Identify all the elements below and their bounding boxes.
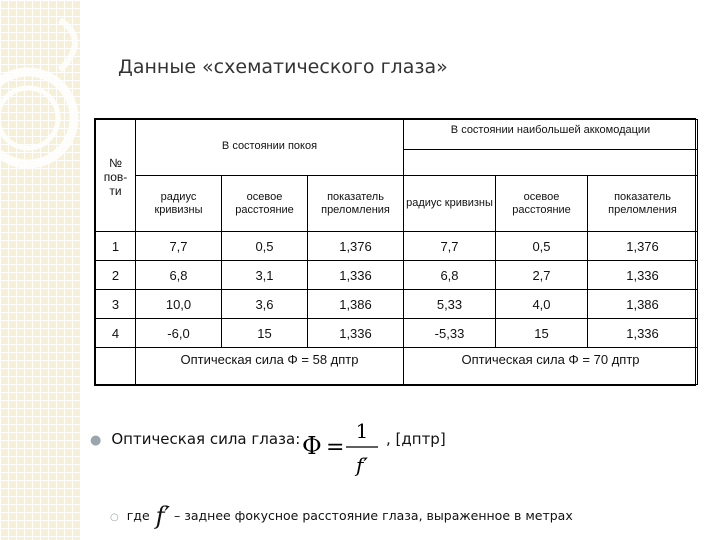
slide-title: Данные «схематического глаза» (118, 56, 448, 78)
table-cell: 2,7 (496, 261, 588, 290)
table-cell: 3 (96, 290, 136, 319)
table-cell: -6,0 (136, 319, 222, 348)
table-cell: 10,0 (136, 290, 222, 319)
table-cell: 7,7 (404, 232, 496, 261)
header-acc-radius: радиус кривизны (404, 176, 496, 232)
sub-bullet-symbol: f′ (155, 502, 170, 530)
table-row (96, 232, 698, 261)
header-acc-refractive-index: показатель преломления (588, 176, 698, 232)
table-cell: 1,386 (308, 290, 404, 319)
footer-blank-cell (96, 348, 136, 385)
table-cell: 1,336 (308, 261, 404, 290)
header-acc-axial-distance: осевое расстояние (496, 176, 588, 232)
table-cell: 1,376 (308, 232, 404, 261)
table-cell: 15 (496, 319, 588, 348)
header-rest-state: В состоянии покоя (136, 120, 404, 176)
formula-unit: , [дптр] (386, 430, 446, 448)
table-cell: 1,386 (588, 290, 698, 319)
table-row (96, 261, 698, 290)
header-rest-radius: радиус кривизны (136, 176, 222, 232)
header-accommodation-state: В состоянии наибольшей аккомодации (404, 120, 698, 150)
formula-equals: = (326, 435, 345, 460)
table-row (96, 290, 698, 319)
table-cell: 15 (222, 319, 308, 348)
header-surface-number (96, 120, 136, 232)
table-cell: 3,6 (222, 290, 308, 319)
table-cell: 0,5 (496, 232, 588, 261)
formula-denominator: f′ (356, 453, 368, 477)
eye-data-table (94, 118, 696, 386)
sub-bullet-definition (110, 502, 573, 530)
bullet-text: Оптическая сила глаза: (111, 430, 301, 448)
table-cell: 1 (96, 232, 136, 261)
header-rest-refractive-index: показатель преломления (308, 176, 404, 232)
table-cell: 7,7 (136, 232, 222, 261)
header-rest-axial-distance: осевое расстояние (222, 176, 308, 232)
table-cell: 3,1 (222, 261, 308, 290)
bullet-icon: ● (90, 433, 102, 448)
table-cell: 2 (96, 261, 136, 290)
table-cell: 0,5 (222, 232, 308, 261)
header-accommodation-blank (404, 150, 698, 176)
table-cell: 5,33 (404, 290, 496, 319)
table-cell: 1,336 (308, 319, 404, 348)
table-cell: 1,336 (588, 319, 698, 348)
table-cell: 1,376 (588, 232, 698, 261)
bullet-optical-power (90, 430, 300, 448)
formula-lhs: Φ (302, 432, 322, 460)
formula-numerator: 1 (355, 419, 369, 443)
table-cell: 6,8 (404, 261, 496, 290)
optical-power-accommodation: Оптическая сила Φ = 70 дптр (404, 348, 698, 385)
sub-bullet-text: – заднее фокусное расстояние глаза, выраженное в метрах (173, 508, 573, 523)
table-cell: -5,33 (404, 319, 496, 348)
optical-power-formula (300, 414, 382, 480)
header-surface-number-text: № пов- ти (103, 156, 128, 198)
table-cell: 4 (96, 319, 136, 348)
table-row (96, 319, 698, 348)
sub-bullet-prefix: где (126, 508, 150, 523)
sub-bullet-icon: ○ (110, 512, 119, 523)
table-cell: 6,8 (136, 261, 222, 290)
optical-power-rest: Оптическая сила Φ = 58 дптр (136, 348, 404, 385)
table-cell: 1,336 (588, 261, 698, 290)
table-cell: 4,0 (496, 290, 588, 319)
